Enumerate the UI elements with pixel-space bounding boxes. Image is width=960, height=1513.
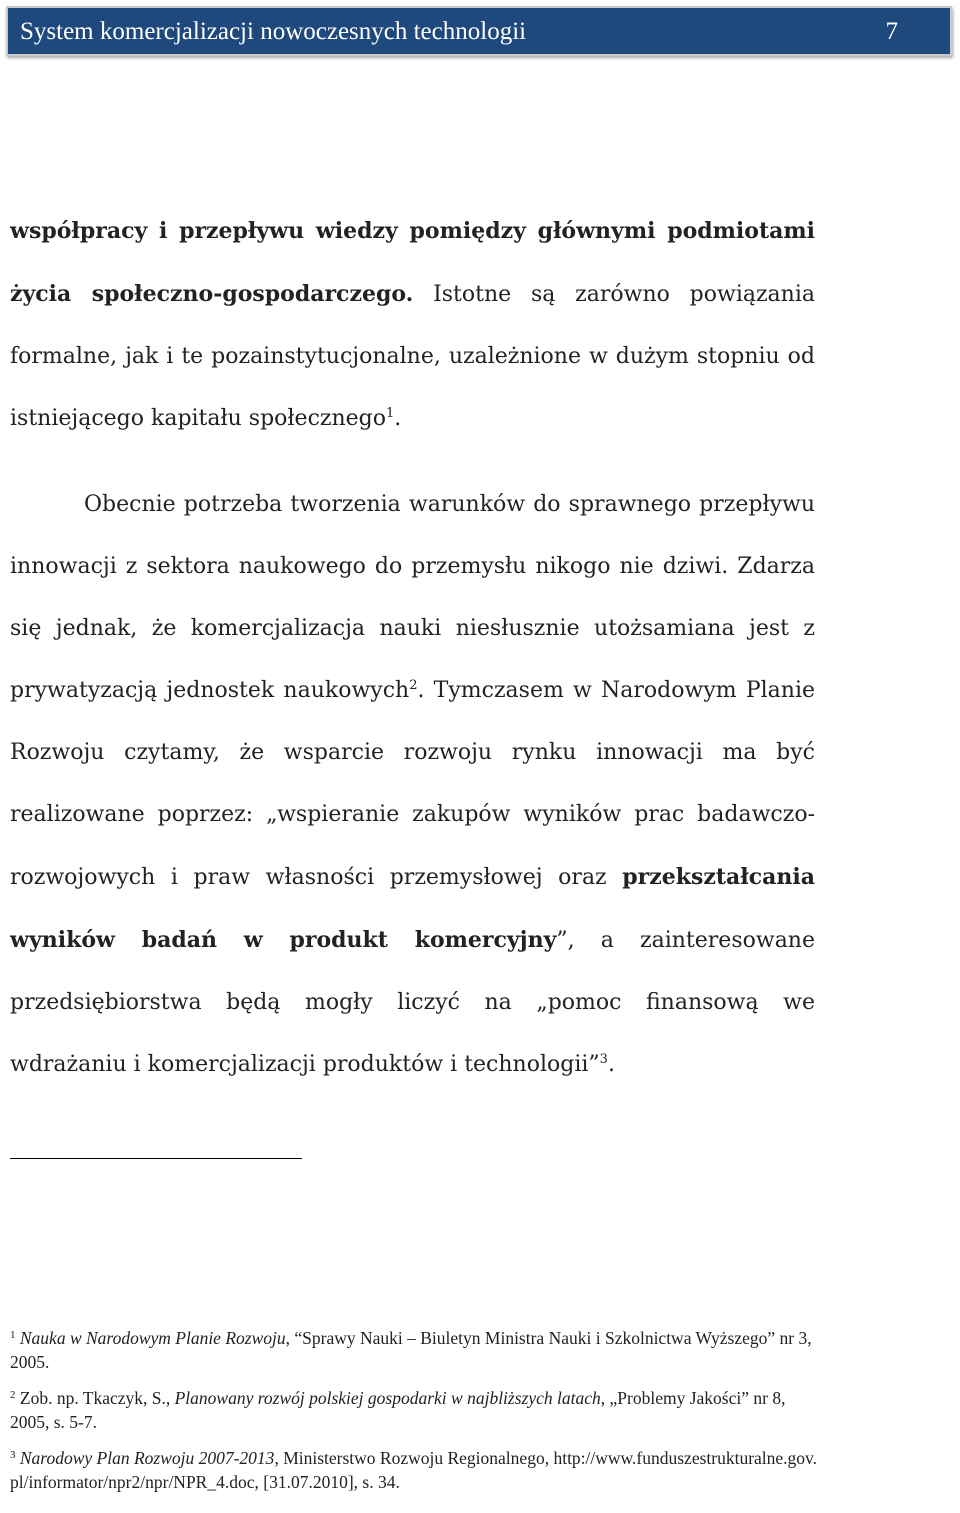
footnote-ref-2[interactable]: 2: [409, 678, 418, 693]
footnote-ref-3[interactable]: 3: [599, 1052, 608, 1067]
footnote-title: Nauka w Narodowym Planie Rozwoju: [19, 1328, 286, 1348]
footnote-prefix: Zob. np. Tkaczyk, S.,: [19, 1388, 175, 1408]
footnotes: [10, 1326, 825, 1506]
paragraph-2-text-2: . Tymczasem w Narodowym Planie Rozwoju czytamy, że wsparcie rozwoju rynku innowacji ma być realizowane poprzez: „wspieranie zakupów wyników prac badawczo-rozwojowych i praw własności przemysłowej oraz: [10, 678, 816, 890]
paragraph-1: [10, 200, 815, 450]
footnote-number: 3: [10, 1449, 16, 1461]
footnote-title: Planowany rozwój polskiej gospodarki w najbliższych latach: [174, 1388, 601, 1408]
paragraph-2-text-1: Obecnie potrzeba tworzenia warunków do sprawnego przepływu innowacji z sektora naukowego do przemysłu nikogo nie dziwi. Zdarza się jednak, że komercjalizacja nauki niesłusznie utożsamiana jest z prywatyzacją jednostek naukowych: [10, 492, 815, 703]
paragraph-2-text-3: ”, a zainteresowane przedsiębiorstwa będą mogły liczyć na „pomoc finansową we wdrażaniu i komercjalizacji produktów i technologii”: [10, 928, 815, 1077]
footnote-tail: , [31.07.2010], s. 34.: [254, 1472, 400, 1492]
main-text: [10, 200, 815, 1096]
footnote-title: Narodowy Plan Rozwoju 2007-2013: [19, 1448, 275, 1468]
paragraph-1-bold: współpracy i przepływu wiedzy pomiędzy głównymi podmiotami życia społeczno-gospodarczego.: [10, 218, 815, 307]
footnote-1: [10, 1326, 825, 1374]
header-title: System komercjalizacji nowoczesnych technologii: [20, 18, 527, 45]
footnote-text: , “Sprawy Nauki – Biuletyn Ministra Nauki i Szkolnictwa Wyższego” nr 3, 2005.: [10, 1328, 812, 1372]
footnote-separator: [10, 1158, 302, 1159]
footnote-ref-1[interactable]: 1: [386, 406, 395, 421]
paragraph-2-bold: przekształcania wyników badań w produkt komercyjny: [10, 864, 815, 953]
paragraph-1-text: Istotne są zarówno powiązania formalne, jak i te pozainstytucjonalne, uzależnione w dużym stopniu od istniejącego kapitału społecznego: [10, 282, 815, 431]
page-header: [6, 6, 952, 56]
footnote-text: , Ministerstwo Rozwoju Regionalnego,: [274, 1448, 550, 1468]
paragraph-2-end: .: [607, 1052, 615, 1077]
paragraph-2: [10, 474, 815, 1096]
page-number: 7: [885, 18, 898, 45]
footnote-2: [10, 1386, 825, 1434]
footnote-3: [10, 1446, 825, 1494]
footnote-url[interactable]: http://www.funduszestrukturalne.gov.pl/informator/npr2/npr/NPR_4.doc: [10, 1448, 818, 1492]
footnote-number: 1: [10, 1329, 16, 1341]
footnote-text: , „Problemy Jakości” nr 8, 2005, s. 5-7.: [10, 1388, 786, 1432]
footnote-number: 2: [10, 1389, 16, 1401]
paragraph-1-end: .: [394, 406, 402, 431]
